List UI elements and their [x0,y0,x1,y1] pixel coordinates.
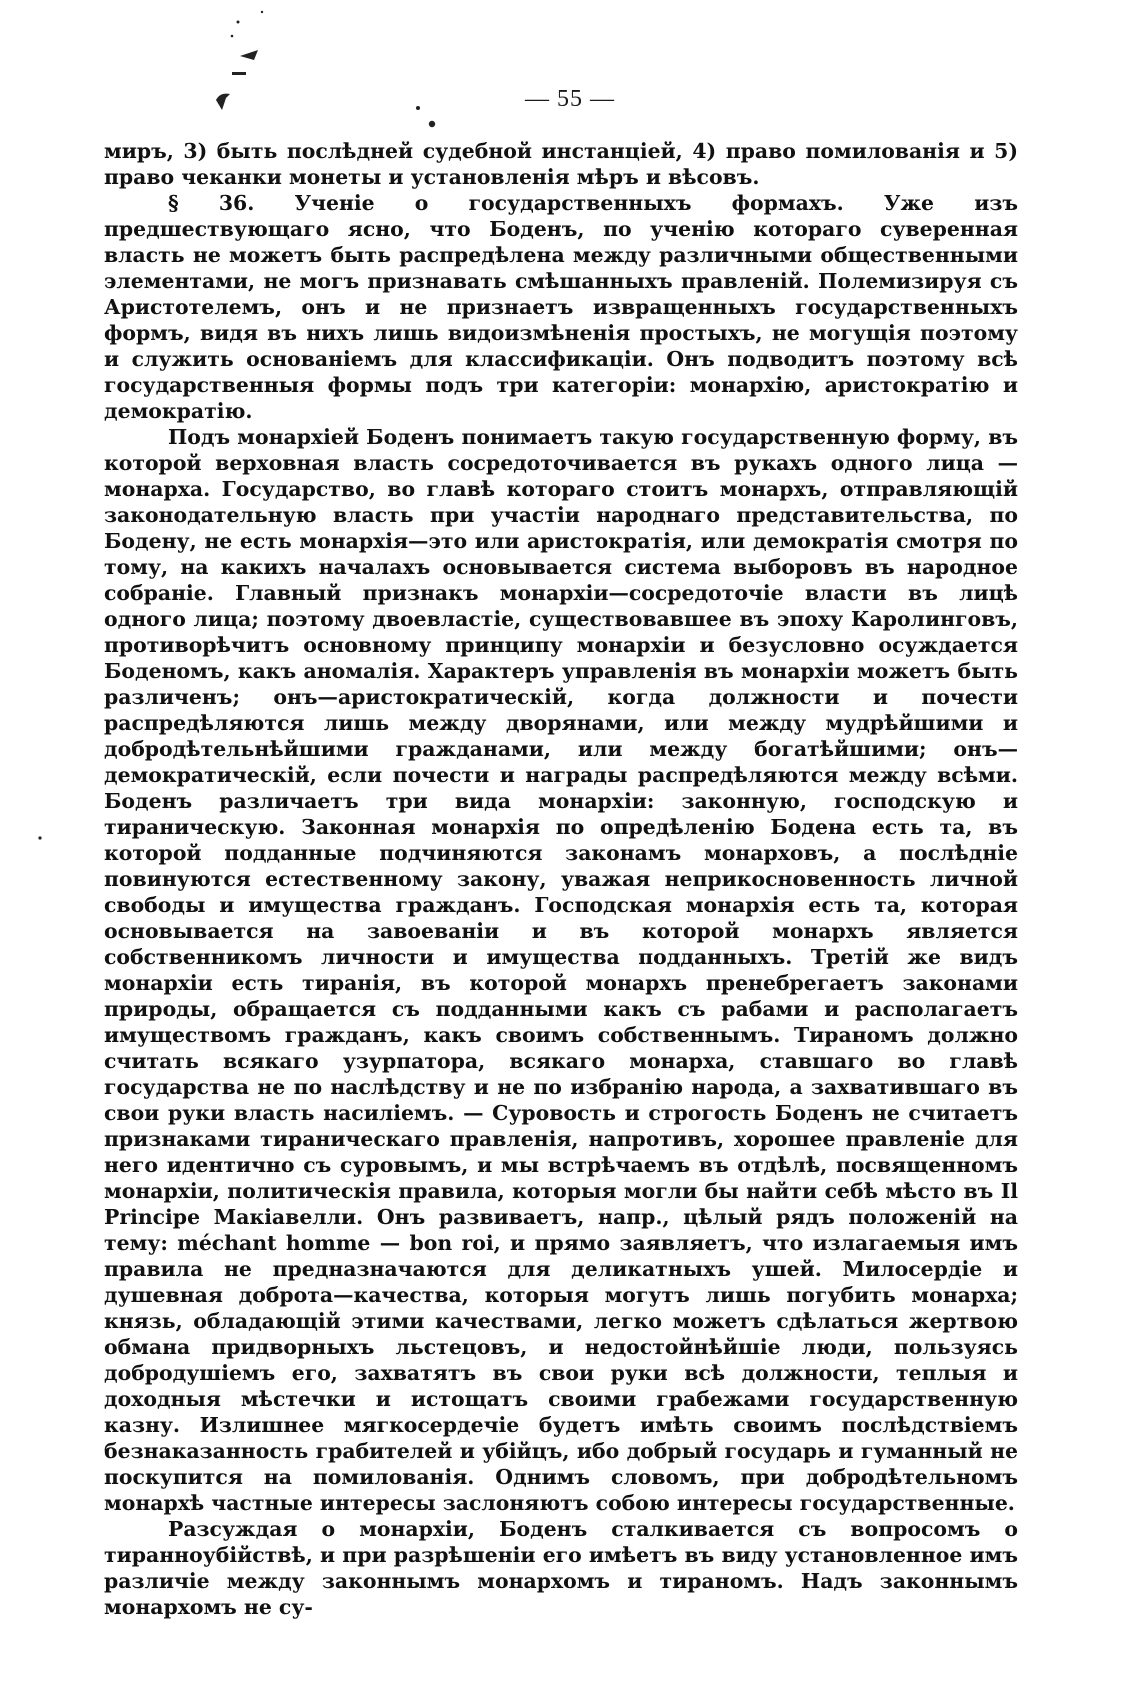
section-title: Ученіе о государственныхъ формахъ. [294,191,844,215]
paragraph-continuation: миръ, 3) быть послѣдней судебной инстанціей, 4) право помилованія и 5) право чеканки монеты и установленія мѣръ и вѣсовъ. [104,139,1018,189]
speck-9 [38,836,41,839]
section-number: § 36. [168,191,255,215]
speck-5 [232,72,246,75]
speck-3 [231,35,234,38]
body-text [104,138,1018,1620]
page-number: — 55 — [525,86,615,112]
speck-4 [240,50,258,60]
paragraph-section-36 [104,190,1018,424]
paragraph-tyrannicide: Разсуждая о монархіи, Боденъ сталкивается съ вопросомъ о тиранноубійствѣ, и при разрѣшеніи его имѣетъ въ виду установленное имъ различіе между законнымъ монархомъ и тираномъ. Надъ законнымъ монархомъ не су- [104,1517,1018,1619]
speck-1 [237,21,240,24]
section-text: Уже изъ предшествующаго ясно, что Боденъ, по ученію котораго суверенная власть не можетъ быть распредѣлена между различными общественными элементами, не могъ признавать смѣшанныхъ правленій. Полемизируя съ Аристотелемъ, онъ и не признаетъ извращенныхъ государственныхъ формъ, видя въ нихъ лишь видоизмѣненія простыхъ, не могущія поэтому и служить основаніемъ для классификаціи. Онъ подводитъ поэтому всѣ государственныя формы подъ три категоріи: монархію, аристократію и демократію. [104,191,1018,423]
paragraph-monarchy: Подъ монархіей Боденъ понимаетъ такую государственную форму, въ которой верховная власть сосредоточивается въ рукахъ одного лица — монарха. Государство, во главѣ котораго стоитъ монархъ, отправляющій законодательную власть при участіи народнаго представительства, по Бодену, не есть монархія—это или аристократія, или демократія смотря по тому, на какихъ началахъ основывается система выборовъ въ народное собраніе. Главный признакъ монархіи—сосредоточіе власти въ лицѣ одного лица; поэтому двоевластіе, существовавшее въ эпоху Каролинговъ, противорѣчитъ основному принципу монархіи и безусловно осуждается Боденомъ, какъ аномалія. Характеръ управленія въ монархіи можетъ быть различенъ; онъ—аристократическій, когда должности и почести распредѣляются лишь между дворянами, или между мудрѣйшими и добродѣтельнѣйшими гражданами, или между богатѣйшими; онъ—демократическій, если почести и награды распредѣляются между всѣми. Боденъ различаетъ три вида монархіи: законную, господскую и тираническую. Законная монархія по опредѣленію Бодена есть та, въ которой подданные подчиняются законамъ монарховъ, а послѣдніе повинуются естественному закону, уважая неприкосновенность личной свободы и имущества гражданъ. Господская монархія есть та, которая основывается на завоеваніи и въ которой монархъ является собственникомъ личности и имущества подданныхъ. Третій же видъ монархіи есть тиранія, въ которой монархъ пренебрегаетъ законами природы, обращается съ подданными какъ съ рабами и располагаетъ имуществомъ гражданъ, какъ своимъ собственнымъ. Тираномъ должно считать всякаго узурпатора, всякаго монарха, ставшаго во главѣ государства не по наслѣдству и не по избранію народа, а захватившаго въ свои руки власть насиліемъ. — Суровость и строгость Боденъ не считаетъ признаками тираническаго правленія, напротивъ, хорошее правленіе для него идентично съ суровымъ, и мы встрѣчаемъ въ отдѣлѣ, посвященномъ монархіи, политическія правила, которыя могли бы найти себѣ мѣсто въ Il Principe Макіавелли. Онъ развиваетъ, напр., цѣлый рядъ положеній на тему: méchant homme — bon roi, и прямо заявляетъ, что излагаемыя имъ правила не предназначаются для деликатныхъ ушей. Милосердіе и душевная доброта—качества, которыя могутъ лишь погубить монарха; князь, обладающій этими качествами, легко можетъ сдѣлаться жертвою обмана придворныхъ льстецовъ, и недостойнѣйшіе люди, пользуясь добродушіемъ его, захватятъ въ свои руки всѣ должности, теплыя и доходныя мѣстечки и истощатъ своими грабежами государственную казну. Излишнее мягкосердечіе будетъ имѣть своимъ послѣдствіемъ безнаказанность грабителей и убійцъ, ибо добрый государь и гуманный не поскупится на помилованія. Однимъ словомъ, при добродѣтельномъ монархѣ частные интересы заслоняютъ собою интересы государственные. [104,425,1018,1515]
speck-8 [429,121,435,127]
speck-2 [261,11,263,13]
